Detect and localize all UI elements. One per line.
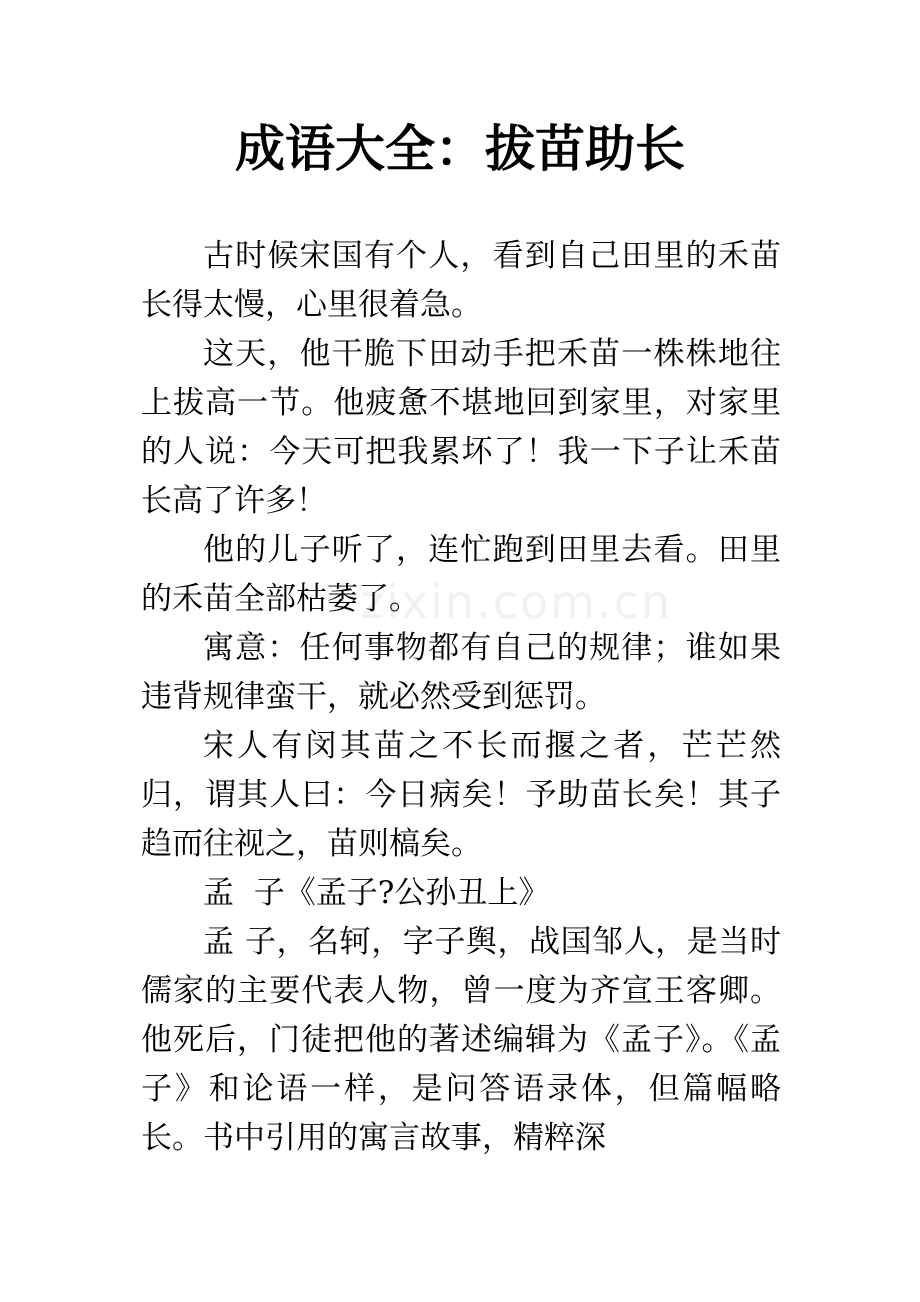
paragraph: 这天，他干脆下田动手把禾苗一株株地往上拔高一节。他疲惫不堪地回到家里，对家里的人说：今天可把我累坏了！我一下子让禾苗长高了许多！ (141, 336, 781, 519)
document-body (141, 232, 781, 1163)
paragraph: 古时候宋国有个人，看到自己田里的禾苗长得太慢，心里很着急。 (141, 238, 781, 323)
paragraph: 寓意：任何事物都有自己的规律；谁如果违背规律蛮干，就必然受到惩罚。 (141, 630, 781, 715)
paragraph: 他的儿子听了，连忙跑到田里去看。田里的禾苗全部枯萎了。 (141, 532, 781, 617)
document-title: 成语大全：拔苗助长 (235, 119, 685, 178)
paragraph: 孟 子，名轲，字子舆，战国邹人，是当时儒家的主要代表人物，曾一度为齐宣王客卿。他死后，门徒把他的著述编辑为《孟子》。《孟子》和论语一样，是问答语录体，但篇幅略长。书中引用的寓言故事，精粹深 (141, 924, 781, 1156)
watermark: zixin.com.cn (360, 575, 673, 629)
paragraph: 宋人有闵其苗之不长而揠之者，芒芒然归，谓其人曰：今日病矣！予助苗长矣！其子趋而往视之，苗则槁矣。 (141, 728, 781, 862)
source-citation: 孟 子《孟子?公孙丑上》 (203, 875, 550, 911)
